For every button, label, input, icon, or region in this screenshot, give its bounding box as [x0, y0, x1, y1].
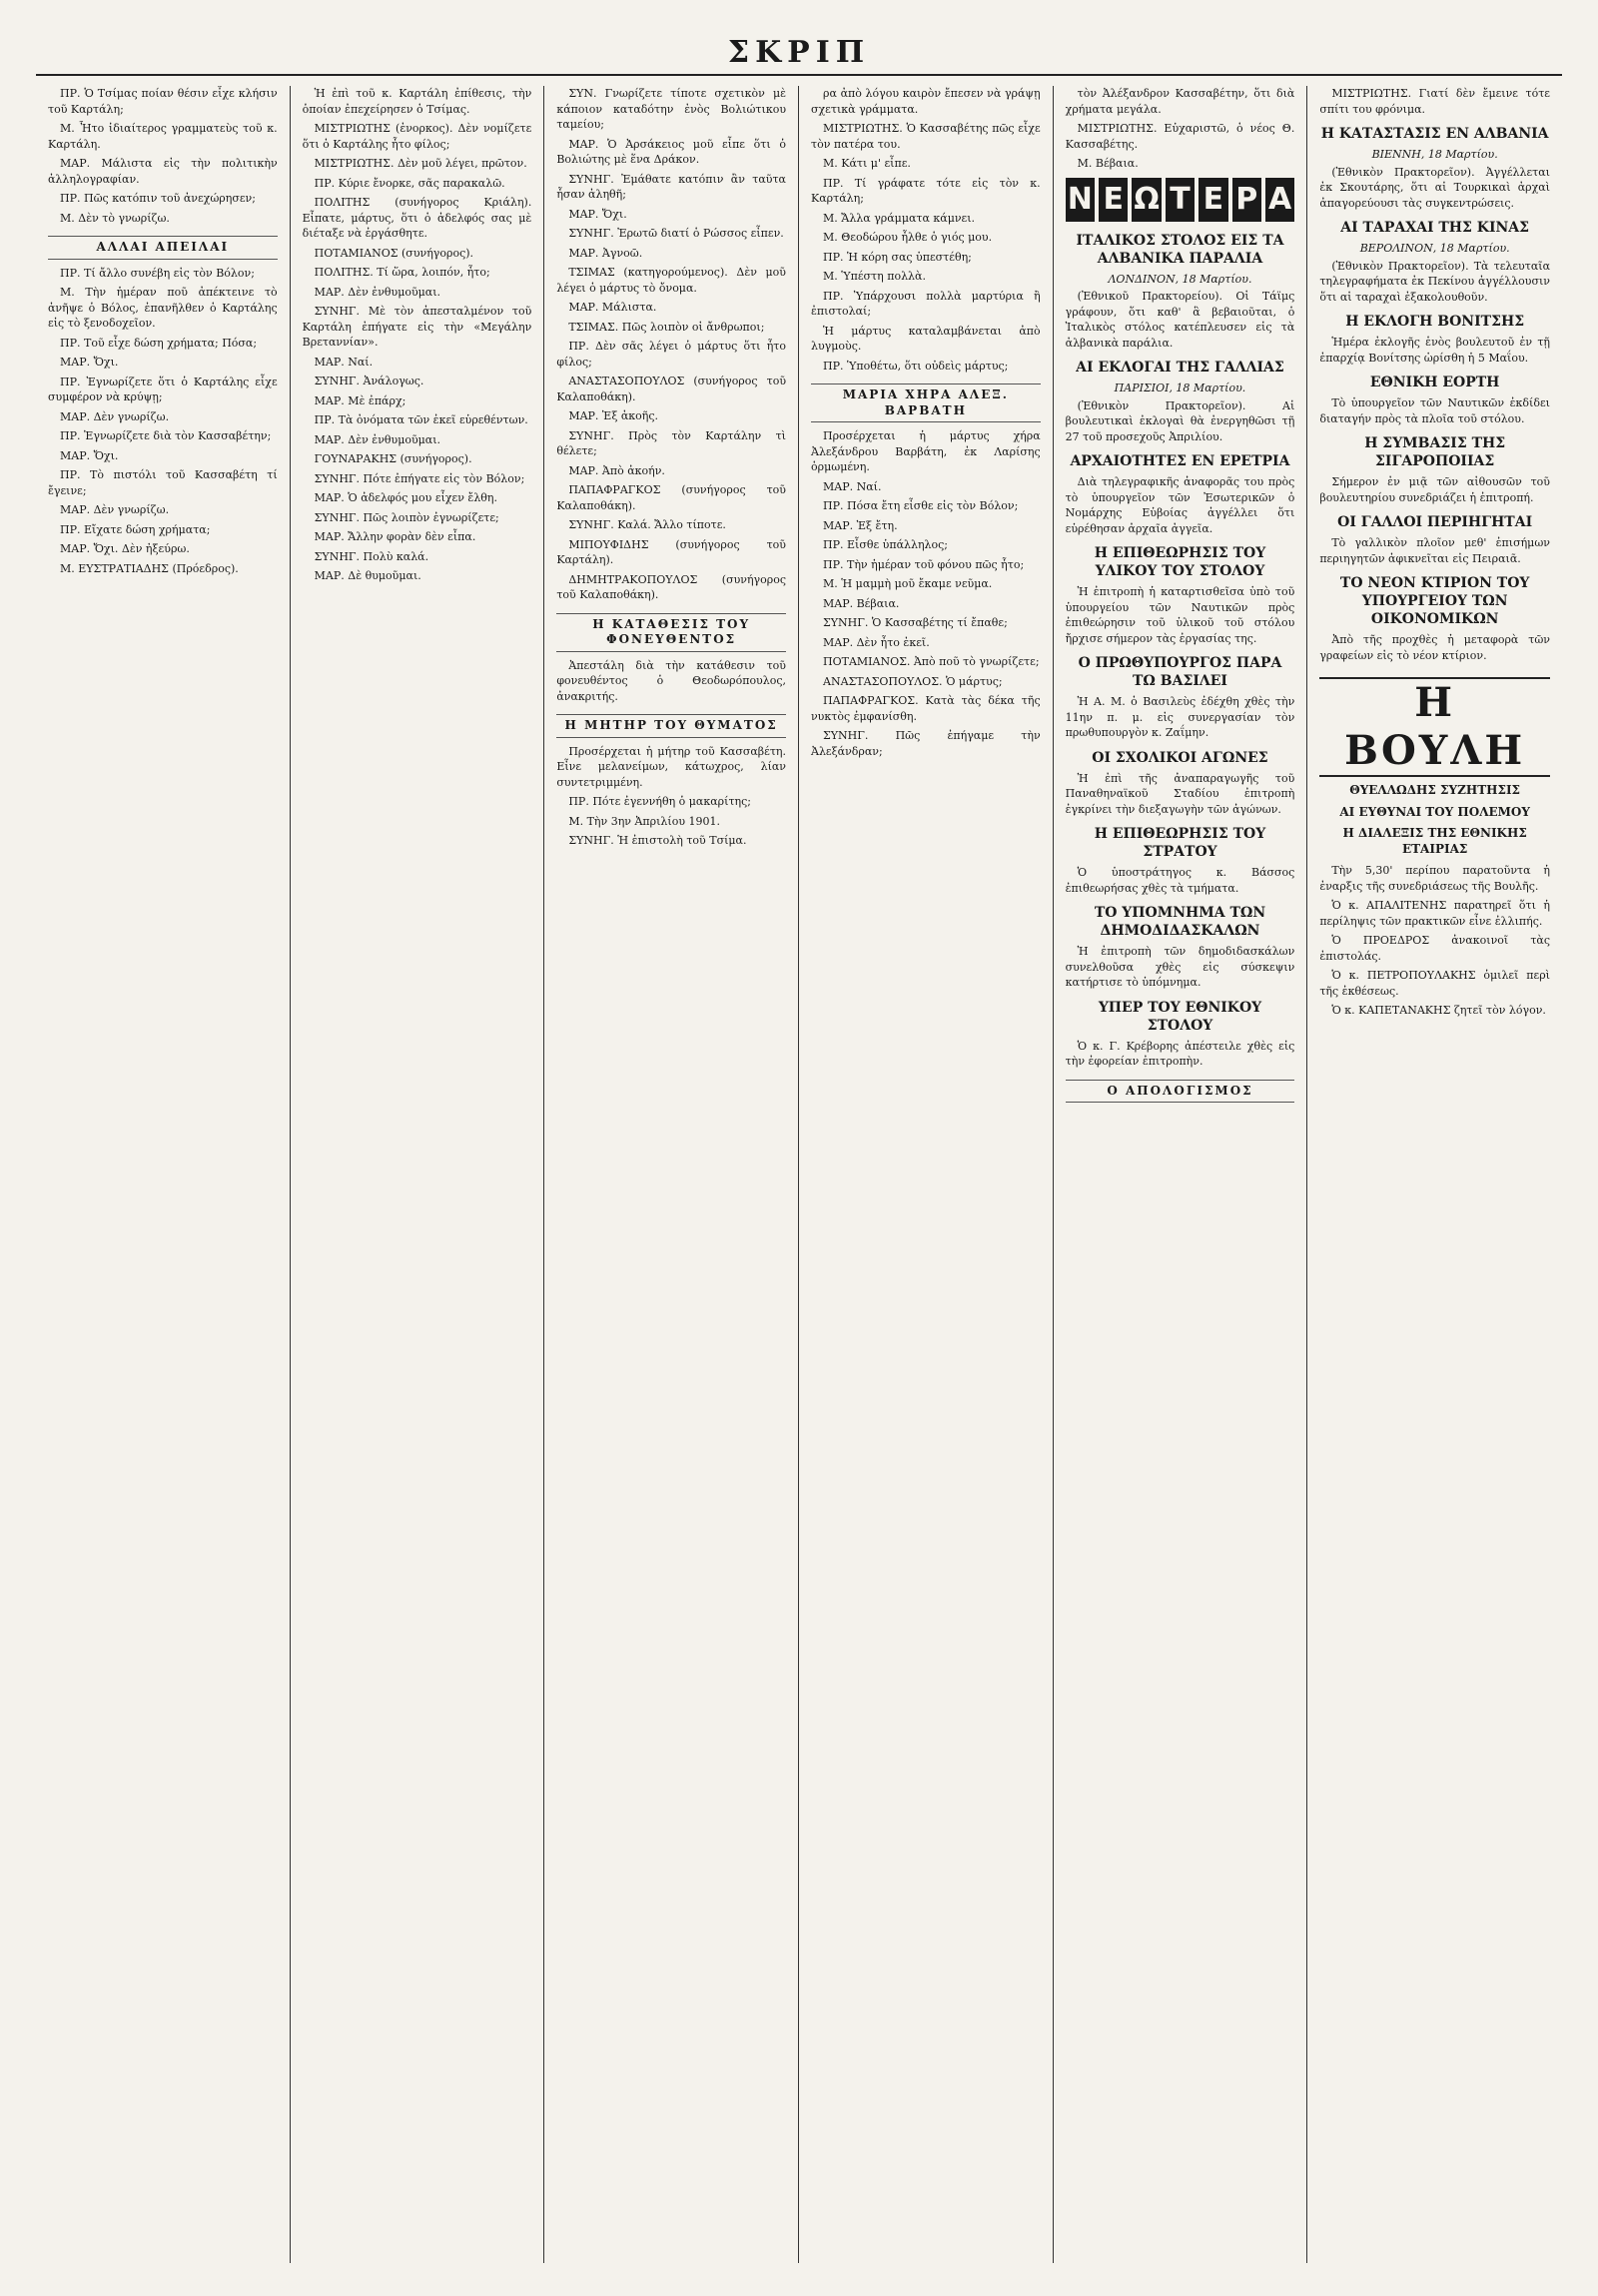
article-headline: ΑΙ ΤΑΡΑΧΑΙ ΤΗΣ ΚΙΝΑΣ: [1340, 220, 1530, 236]
article-paragraph: ΠΡ. Τὸ πιστόλι τοῦ Κασσαβέτη τί ἔγεινε;: [48, 468, 278, 497]
article-headline: ΟΙ ΣΧΟΛΙΚΟΙ ΑΓΩΝΕΣ: [1092, 749, 1268, 766]
article-paragraph: ΜΑΡ. Δὲ θυμοῦμαι.: [314, 569, 421, 582]
article-paragraph: ΠΡ. Τὴν ἡμέραν τοῦ φόνου πῶς ἦτο;: [823, 557, 1025, 571]
article-paragraph: (Ἐθνικὸν Πρακτορεῖον). Ἀγγέλλεται ἐκ Σκουτάρης, ὅτι αἱ Τουρκικαὶ ἀρχαὶ ἀπαγορεύουσι τὰς συγκεντρώσεις.: [1319, 165, 1550, 210]
article-paragraph: (Ἐθνικοῦ Πρακτορείου). Οἱ Τάϊμς γράφουν, ὅτι καθ' ἃ βεβαιοῦται, ὁ Ἰταλικὸς στόλος κατέπλευσεν εἰς τὰ ἀλβανικὰ παράλια.: [1065, 290, 1295, 350]
article-paragraph: ΜΑΡ. Ὄχι.: [60, 448, 119, 462]
article-paragraph: Ἡ μάρτυς καταλαμβάνεται ἀπὸ λυγμοὺς.: [811, 324, 1041, 353]
article-paragraph: ΜΑΡ. Δὲν γνωρίζω.: [60, 503, 170, 516]
article-paragraph: ΠΡ. Ἐγνωρίζετε διὰ τὸν Κασσαβέτην;: [60, 429, 272, 442]
article-paragraph: ΜΑΡ. Βέβαια.: [823, 596, 900, 610]
article-paragraph: ΜΑΡ. Ἀπὸ ἀκοήν.: [568, 463, 665, 477]
article-paragraph: ΠΡ. Εἶσθε ὑπάλληλος;: [823, 538, 948, 551]
article-paragraph: ΠΟΛΙΤΗΣ. Τί ὥρα, λοιπόν, ἦτο;: [314, 266, 490, 279]
article-paragraph: ΠΡ. Ὑπάρχουσι πολλὰ μαρτύρια ἢ ἐπιστολαί;: [811, 289, 1041, 318]
section-title: ΜΑΡΙΑ ΧΗΡΑ ΑΛΕΞ. ΒΑΡΒΑΤΗ: [811, 383, 1041, 422]
article-paragraph: ΑΝΑΣΤΑΣΟΠΟΥΛΟΣ. Ὁ μάρτυς;: [823, 674, 1003, 688]
article-paragraph: ΜΑΡ. Ὁ Ἀρσάκειος μοῦ εἶπε ὅτι ὁ Βολιώτης μὲ ἕνα Δράκον.: [556, 137, 786, 166]
article-paragraph: (Ἐθνικὸν Πρακτορεῖον). Τὰ τελευταῖα τηλεγραφήματα ἐκ Πεκίνου ἀγγέλλουσιν ὅτι αἱ ταραχαὶ ἐξακολουθοῦν.: [1319, 259, 1550, 304]
article-paragraph: Μ. Ὑπέστη πολλὰ.: [823, 270, 926, 283]
subheadline: ΘΥΕΛΛΩΔΗΣ ΣΥΖΗΤΗΣΙΣ: [1349, 783, 1521, 797]
article-paragraph: ΣΥΝΗΓ. Πολὺ καλά.: [314, 549, 429, 563]
neotera-letter: Ε: [1198, 178, 1227, 222]
column-2: [291, 86, 545, 2263]
article-paragraph: Ἡ ἐπὶ τῆς ἀναπαραγωγῆς τοῦ Παναθηναϊκοῦ Σταδίου ἐπιτροπὴ ἐγκρίνει τὴν διεξαγωγὴν τῶν ἀγώνων.: [1065, 771, 1295, 816]
neotera-banner: [1066, 178, 1295, 222]
article-paragraph: Ἀπὸ τῆς προχθὲς ἡ μεταφορὰ τῶν γραφείων εἰς τὸ νέον κτίριον.: [1319, 633, 1550, 662]
article-paragraph: ΜΙΠΟΥΦΙΔΗΣ (συνήγορος τοῦ Καρτάλη).: [556, 537, 786, 566]
article-paragraph: Ἡ ἐπιτροπὴ ἡ καταρτισθεῖσα ὑπὸ τοῦ ὑπουργείου τῶν Ναυτικῶν πρὸς ἐπιθεώρησιν τοῦ ὑλικοῦ τοῦ στόλου ἤρχισε σήμερον τὰς ἐργασίας της.: [1065, 585, 1295, 645]
article-paragraph: ΜΑΡ. Ἐξ ἔτη.: [823, 518, 898, 532]
column-6: [1307, 86, 1562, 2263]
article-paragraph: Ἀπεστάλη διὰ τὴν κατάθεσιν τοῦ φονευθέντος ὁ Θεοδωρόπουλος, ἀνακριτής.: [556, 658, 786, 703]
article-paragraph: ΜΑΡ. Μάλιστα εἰς τὴν πολιτικὴν ἀλληλογραφίαν.: [48, 157, 278, 186]
article-paragraph: ΠΡ. Πόσα ἔτη εἶσθε εἰς τὸν Βόλον;: [823, 499, 1019, 512]
section-title: Η ΚΑΤΑΘΕΣΙΣ ΤΟΥ ΦΟΝΕΥΘΕΝΤΟΣ: [556, 613, 786, 652]
article-paragraph: Ἡ Α. Μ. ὁ Βασιλεὺς ἐδέχθη χθὲς τὴν 11ην π. μ. εἰς συνεργασίαν τὸν πρωθυπουργὸν κ. Ζαΐμην.: [1065, 695, 1295, 739]
article-paragraph: ΣΥΝΗΓ. Ὁ Κασσαβέτης τί ἔπαθε;: [823, 616, 1008, 629]
article-paragraph: Διὰ τηλεγραφικῆς ἀναφορᾶς του πρὸς τὸ ὑπουργεῖον τῶν Ἐσωτερικῶν ὁ Νομάρχης Εὐβοίας ἀγγέλλει ὅτι εὑρέθησαν ἀρχαῖα ἀγγεῖα.: [1065, 475, 1295, 535]
neotera-letter: Ρ: [1232, 178, 1261, 222]
article-paragraph: ΣΥΝΗΓ. Ἀνάλογως.: [314, 375, 424, 387]
article-paragraph: Ἡ ἐπὶ τοῦ κ. Καρτάλη ἐπίθεσις, τὴν ὁποίαν ἐπεχείρησεν ὁ Τσίμας.: [302, 87, 532, 116]
article-paragraph: ΜΑΡ. Ἀγνοῶ.: [568, 246, 643, 260]
section-title: Η ΜΗΤΗΡ ΤΟΥ ΘΥΜΑΤΟΣ: [556, 714, 786, 738]
article-paragraph: ΤΣΙΜΑΣ. Πῶς λοιπὸν οἱ ἄνθρωποι;: [568, 320, 765, 334]
article-paragraph: ΠΡ. Πότε ἐγεννήθη ὁ μακαρίτης;: [568, 795, 751, 808]
article-paragraph: ΣΥΝΗΓ. Καλά. Ἄλλο τίποτε.: [568, 518, 726, 531]
article-paragraph: (Ἐθνικὸν Πρακτορεῖον). Αἱ βουλευτικαὶ ἐκλογαὶ θὰ ἐνεργηθῶσι τῇ 27 τοῦ προσεχοῦς Ἀπριλίου.: [1065, 398, 1295, 443]
column-5: [1054, 86, 1308, 2263]
article-headline: ΕΘΝΙΚΗ ΕΟΡΤΗ: [1369, 375, 1500, 390]
article-paragraph: Προσέρχεται ἡ μήτηρ τοῦ Κασσαβέτη. Εἶνε μελανείμων, κάτωχρος, λίαν συντετριμμένη.: [556, 744, 786, 789]
article-headline: Η ΕΠΙΘΕΩΡΗΣΙΣ ΤΟΥ ΣΤΡΑΤΟΥ: [1094, 826, 1266, 860]
article-paragraph: ΠΟΤΑΜΙΑΝΟΣ. Ἀπὸ ποῦ τὸ γνωρίζετε;: [823, 655, 1040, 668]
neotera-letter: Ε: [1099, 178, 1128, 222]
columns: [36, 86, 1562, 2263]
article-paragraph: ΑΝΑΣΤΑΣΟΠΟΥΛΟΣ (συνήγορος τοῦ Καλαποθάκη).: [556, 375, 786, 403]
article-paragraph: ΜΑΡ. Δὲν γνωρίζω.: [60, 409, 170, 423]
article-paragraph: Τὸ γαλλικὸν πλοῖον μεθ' ἐπισήμων περιηγητῶν ἀφικνεῖται εἰς Πειραιᾶ.: [1319, 536, 1550, 565]
article-paragraph: Μ. Τὴν ἡμέραν ποῦ ἀπέκτεινε τὸ ἀνῆψε ὁ Βόλος, ἐπανῆλθεν ὁ Καρτάλης εἰς τὸ ξενοδοχεῖον.: [48, 286, 278, 330]
article-paragraph: Ὁ ΠΡΟΕΔΡΟΣ ἀνακοινοῖ τὰς ἐπιστολάς.: [1319, 934, 1550, 963]
article-paragraph: ΠΟΤΑΜΙΑΝΟΣ (συνήγορος).: [314, 246, 474, 260]
article-paragraph: Ἡ ἐπιτροπὴ τῶν δημοδιδασκάλων συνελθοῦσα χθὲς εἰς σύσκεψιν κατήρτισε τὸ ὑπόμνημα.: [1065, 945, 1295, 989]
article-paragraph: Μ. Τὴν 3ην Ἀπριλίου 1901.: [568, 814, 721, 828]
article-paragraph: Ὁ κ. Γ. Κρέβορης ἀπέστειλε χθὲς εἰς τὴν ἐφορείαν ἐπιτροπὴν.: [1065, 1039, 1295, 1068]
dateline: ΒΕΡΟΛΙΝΟΝ, 18 Μαρτίου.: [1359, 242, 1510, 255]
article-headline: ΤΟ ΝΕΟΝ ΚΤΙΡΙΟΝ ΤΟΥ ΥΠΟΥΡΓΕΙΟΥ ΤΩΝ ΟΙΚΟΝΟΜΙΚΩΝ: [1339, 575, 1530, 627]
article-paragraph: Μ. Ἦτο ἰδιαίτερος γραμματεὺς τοῦ κ. Καρτάλη.: [48, 122, 278, 151]
article-paragraph: ΣΥΝΗΓ. Πῶς λοιπὸν ἐγνωρίζετε;: [314, 510, 499, 524]
article-headline: ΥΠΕΡ ΤΟΥ ΕΘΝΙΚΟΥ ΣΤΟΛΟΥ: [1098, 999, 1262, 1034]
article-paragraph: ΠΑΠΑΦΡΑΓΚΟΣ (συνήγορος τοῦ Καλαποθάκη).: [556, 483, 786, 512]
article-paragraph: Σήμερον ἐν μιᾷ τῶν αἰθουσῶν τοῦ βουλευτηρίου συνεδριάζει ἡ ἐπιτροπή.: [1319, 475, 1550, 504]
masthead: [36, 30, 1562, 76]
masthead-title: ΣΚΡΙΠ: [727, 34, 871, 70]
article-paragraph: ΜΑΡ. Ὄχι.: [60, 356, 119, 369]
article-paragraph: ΠΡ. Τὰ ὀνόματα τῶν ἐκεῖ εὑρεθέντων.: [314, 413, 528, 426]
article-paragraph: ΣΥΝΗΓ. Ἡ ἐπιστολὴ τοῦ Τσίμα.: [568, 834, 747, 847]
article-paragraph: Μ. Θεοδώρου ἦλθε ὁ γιός μου.: [823, 231, 993, 244]
article-paragraph: ΜΙΣΤΡΙΩΤΗΣ. Εὐχαριστῶ, ὁ νέος Θ. Κασσαβέτης.: [1065, 122, 1295, 151]
article-headline: Η ΕΠΙΘΕΩΡΗΣΙΣ ΤΟΥ ΥΛΙΚΟΥ ΤΟΥ ΣΤΟΛΟΥ: [1094, 545, 1266, 579]
article-paragraph: ρα ἀπὸ λόγου καιρὸν ἔπεσεν νὰ γράψῃ σχετικὰ γράμματα.: [811, 87, 1041, 116]
article-paragraph: Τὴν 5,30' περίπου παρατοῦντα ἡ ἐναρξις τῆς συνεδριάσεως τῆς Βουλῆς.: [1319, 864, 1550, 893]
section-title: ΑΛΛΑΙ ΑΠΕΙΛΑΙ: [48, 236, 278, 260]
article-paragraph: ΠΡ. Ὑποθέτω, ὅτι οὐδεὶς μάρτυς;: [823, 359, 1009, 373]
article-paragraph: ΜΙΣΤΡΙΩΤΗΣ. Δὲν μοῦ λέγει, πρῶτον.: [314, 157, 527, 170]
article-paragraph: τὸν Ἀλέξανδρον Κασσαβέτην, ὅτι διὰ χρήματα μεγάλα.: [1065, 87, 1295, 116]
article-paragraph: ΜΑΡ. Ἄλλην φορὰν δὲν εἶπα.: [314, 530, 476, 543]
article-paragraph: Μ. ΕΥΣΤΡΑΤΙΑΔΗΣ (Πρόεδρος).: [60, 561, 239, 575]
article-paragraph: ΜΑΡ. Ὄχι. Δὲν ἠξεύρω.: [60, 542, 190, 555]
article-paragraph: ΠΡ. Τοῦ εἶχε δώση χρήματα; Πόσα;: [60, 336, 258, 350]
dateline: ΒΙΕΝΝΗ, 18 Μαρτίου.: [1371, 148, 1498, 161]
article-paragraph: ΜΑΡ. Δὲν ἐνθυμοῦμαι.: [314, 432, 441, 446]
column-1: [36, 86, 291, 2263]
article-paragraph: ΜΑΡ. Μὲ ἐπάρχ;: [314, 393, 406, 407]
article-paragraph: ΣΥΝ. Γνωρίζετε τίποτε σχετικὸν μὲ κάποιον καταδότην ἐνὸς Βολιώτικου ταμείου;: [556, 87, 786, 131]
article-paragraph: ΜΑΡ. Δὲν ἐνθυμοῦμαι.: [314, 285, 441, 299]
section-title: Ο ΑΠΟΛΟΓΙΣΜΟΣ: [1066, 1080, 1295, 1104]
article-paragraph: ΣΥΝΗΓ. Μὲ τὸν ἀπεσταλμένον τοῦ Καρτάλη ἐπήγατε εἰς τὴν «Μεγάλην Βρεταννίαν».: [302, 305, 532, 349]
article-paragraph: ΜΙΣΤΡΙΩΤΗΣ (ἐνορκος). Δὲν νομίζετε ὅτι ὁ Καρτάλης ἦτο φίλος;: [302, 122, 532, 151]
article-paragraph: ΠΡ. Τί ἄλλο συνέβη εἰς τὸν Βόλον;: [60, 266, 255, 280]
article-paragraph: ΣΥΝΗΓ. Πῶς ἐπήγαμε τὴν Ἀλεξάνδραν;: [811, 729, 1041, 758]
article-headline: Η ΣΥΜΒΑΣΙΣ ΤΗΣ ΣΙΓΑΡΟΠΟΙΙΑΣ: [1364, 435, 1506, 469]
article-paragraph: Ὁ κ. ΚΑΠΕΤΑΝΑΚΗΣ ζητεῖ τὸν λόγον.: [1331, 1004, 1546, 1017]
article-paragraph: Μ. Ἄλλα γράμματα κάμνει.: [823, 211, 976, 225]
main-headline: Η ΒΟΥΛΗ: [1319, 677, 1550, 777]
article-headline: Η ΚΑΤΑΣΤΑΣΙΣ ΕΝ ΑΛΒΑΝΙΑ: [1320, 126, 1549, 142]
article-paragraph: ΜΑΡ. Ὁ ἀδελφός μου εἶχεν ἔλθη.: [314, 491, 498, 504]
neotera-letter: Α: [1265, 178, 1294, 222]
subheadline: ΑΙ ΕΥΘΥΝΑΙ ΤΟΥ ΠΟΛΕΜΟΥ: [1339, 804, 1530, 819]
article-paragraph: Προσέρχεται ἡ μάρτυς χήρα Ἀλεξάνδρου Βαρβάτη, ἐκ Λαρίσης ὁρμωμένη.: [811, 429, 1041, 473]
article-headline: ΑΡΧΑΙΟΤΗΤΕΣ ΕΝ ΕΡΕΤΡΙΑ: [1070, 453, 1290, 469]
article-paragraph: Ὁ κ. ΠΕΤΡΟΠΟΥΛΑΚΗΣ ὁμιλεῖ περὶ τῆς ἐκθέσεως.: [1319, 969, 1550, 998]
article-paragraph: ΜΑΡ. Δὲν ἦτο ἐκεῖ.: [823, 635, 930, 649]
article-headline: ΑΙ ΕΚΛΟΓΑΙ ΤΗΣ ΓΑΛΛΙΑΣ: [1076, 360, 1284, 376]
article-paragraph: ΠΑΠΑΦΡΑΓΚΟΣ. Κατὰ τὰς δέκα τῆς νυκτὸς ἐμφανίσθη.: [811, 694, 1041, 723]
article-paragraph: ΠΡ. Ἡ κόρη σας ὑπεστέθη;: [823, 250, 972, 264]
neotera-letter: Ω: [1132, 178, 1161, 222]
article-headline: Ο ΠΡΩΘΥΠΟΥΡΓΟΣ ΠΑΡΑ ΤΩ ΒΑΣΙΛΕΙ: [1078, 655, 1282, 689]
article-paragraph: ΜΑΡ. Ναί.: [823, 479, 882, 493]
article-paragraph: Μ. Κάτι μ' εἶπε.: [823, 157, 911, 170]
article-paragraph: ΠΡ. Ἐγνωρίζετε ὅτι ὁ Καρτάλης εἶχε συμφέρον νὰ κρύψῃ;: [48, 375, 278, 403]
article-paragraph: ΠΡ. Δὲν σᾶς λέγει ὁ μάρτυς ὅτι ἦτο φίλος;: [556, 340, 786, 369]
article-paragraph: ΠΡ. Εἴχατε δώση χρήματα;: [60, 522, 211, 536]
dateline: ΠΑΡΙΣΙΟΙ, 18 Μαρτίου.: [1114, 382, 1246, 394]
article-paragraph: ΔΗΜΗΤΡΑΚΟΠΟΥΛΟΣ (συνήγορος τοῦ Καλαποθάκη).: [556, 572, 786, 601]
article-headline: ΙΤΑΛΙΚΟΣ ΣΤΟΛΟΣ ΕΙΣ ΤΑ ΑΛΒΑΝΙΚΑ ΠΑΡΑΛΙΑ: [1076, 232, 1284, 267]
column-4: [799, 86, 1054, 2263]
article-paragraph: Τὸ ὑπουργεῖον τῶν Ναυτικῶν ἐκδίδει διαταγήν πρὸς τὰ πλοῖα τοῦ στόλου.: [1319, 396, 1550, 425]
article-paragraph: Ἡμέρα ἐκλογῆς ἑνὸς βουλευτοῦ ἐν τῇ ἐπαρχίᾳ Βονίτσης ὡρίσθη ἡ 5 Μαΐου.: [1319, 336, 1550, 365]
article-paragraph: ΣΥΝΗΓ. Ἐρωτῶ διατί ὁ Ρώσσος εἶπεν.: [568, 227, 784, 240]
subheadline: Η ΔΙΑΛΕΞΙΣ ΤΗΣ ΕΘΝΙΚΗΣ ΕΤΑΙΡΙΑΣ: [1342, 826, 1527, 856]
article-headline: Η ΕΚΛΟΓΗ ΒΟΝΙΤΣΗΣ: [1345, 314, 1525, 330]
article-paragraph: Ὁ κ. ΑΠΑΛΙΤΕΝΗΣ παρατηρεῖ ὅτι ἡ περίληψις τῶν πρακτικῶν εἶνε ἐλλιπής.: [1319, 899, 1550, 928]
article-paragraph: ΠΡ. Πῶς κατόπιν τοῦ ἀνεχώρησεν;: [60, 192, 256, 205]
article-paragraph: ΓΟΥΝΑΡΑΚΗΣ (συνήγορος).: [314, 452, 472, 465]
column-3: [544, 86, 799, 2263]
article-paragraph: Μ. Βέβαια.: [1077, 157, 1139, 170]
article-paragraph: Ὁ ὑποστράτηγος κ. Βάσσος ἐπιθεωρήσας χθὲς τὰ τμήματα.: [1065, 866, 1295, 895]
neotera-letter: Ν: [1066, 178, 1095, 222]
article-paragraph: ΠΟΛΙΤΗΣ (συνήγορος Κριάλη). Εἶπατε, μάρτυς, ὅτι ὁ ἀδελφός σας μὲ διέταξε νὰ ἐργάσθητε.: [302, 196, 532, 240]
article-paragraph: ΠΡ. Ὁ Τσίμας ποίαν θέσιν εἶχε κλήσιν τοῦ Καρτάλη;: [48, 87, 278, 116]
article-paragraph: ΣΥΝΗΓ. Πρὸς τὸν Καρτάλην τὶ θέλετε;: [556, 428, 786, 457]
article-paragraph: ΤΣΙΜΑΣ (κατηγορούμενος). Δὲν μοῦ λέγει ὁ μάρτυς τὸ ὄνομα.: [556, 266, 786, 295]
article-paragraph: ΜΑΡ. Ὄχι.: [568, 207, 627, 221]
article-paragraph: ΜΑΡ. Ἐξ ἀκοῆς.: [568, 409, 659, 422]
article-paragraph: Μ. Δὲν τὸ γνωρίζω.: [60, 211, 170, 225]
article-paragraph: ΣΥΝΗΓ. Πότε ἐπήγατε εἰς τὸν Βόλον;: [314, 471, 525, 485]
neotera-letter: Τ: [1166, 178, 1195, 222]
article-headline: ΟΙ ΓΑΛΛΟΙ ΠΕΡΙΗΓΗΤΑΙ: [1337, 514, 1533, 530]
dateline: ΛΟΝΔΙΝΟΝ, 18 Μαρτίου.: [1108, 272, 1252, 286]
article-paragraph: ΜΑΡ. Ναί.: [314, 355, 374, 369]
article-paragraph: ΣΥΝΗΓ. Ἐμάθατε κατόπιν ἂν ταῦτα ἦσαν ἀληθῆ;: [556, 172, 786, 201]
article-paragraph: ΜΙΣΤΡΙΩΤΗΣ. Γιατί δὲν ἔμεινε τότε σπίτι του φρόνιμα.: [1319, 87, 1550, 116]
article-paragraph: ΜΙΣΤΡΙΩΤΗΣ. Ὁ Κασσαβέτης πῶς εἶχε τὸν πατέρα του.: [811, 122, 1041, 151]
article-paragraph: ΠΡ. Κύριε ἔνορκε, σᾶς παρακαλῶ.: [314, 176, 505, 190]
article-headline: ΤΟ ΥΠΟΜΝΗΜΑ ΤΩΝ ΔΗΜΟΔΙΔΑΣΚΑΛΩΝ: [1094, 905, 1266, 939]
article-paragraph: ΠΡ. Τί γράφατε τότε εἰς τὸν κ. Καρτάλη;: [811, 176, 1041, 205]
article-paragraph: Μ. Ἡ μαμμὴ μοῦ ἔκαμε νεῦμα.: [823, 577, 993, 590]
article-paragraph: ΜΑΡ. Μάλιστα.: [568, 301, 657, 314]
